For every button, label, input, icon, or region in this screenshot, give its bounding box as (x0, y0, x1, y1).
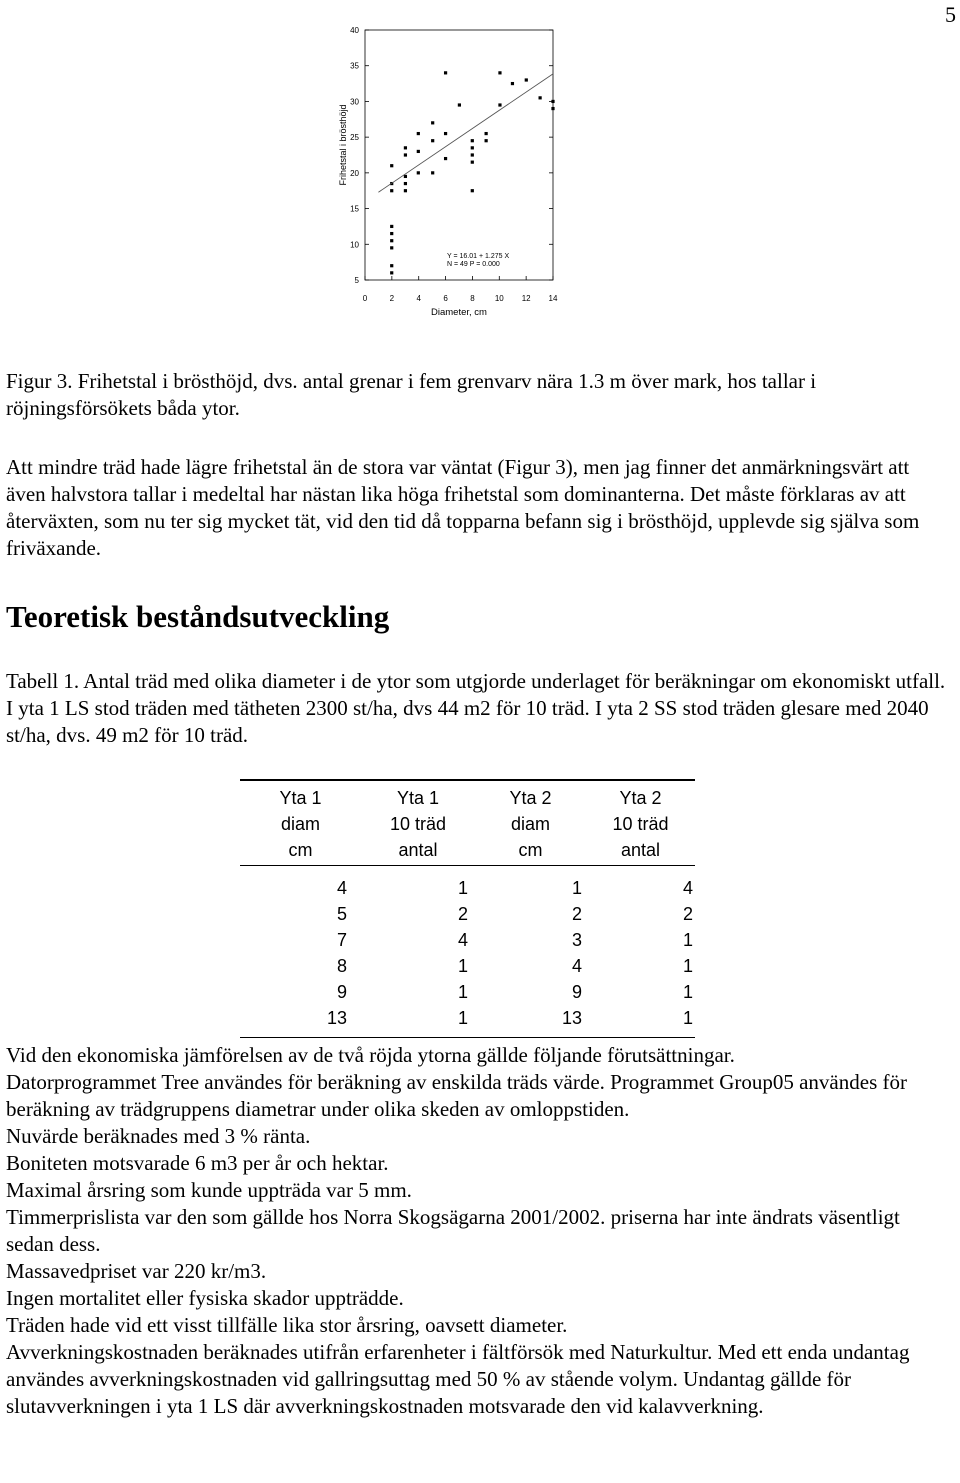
body-paragraph: Att mindre träd hade lägre frihetstal än de stora var väntat (Figur 3), men jag finner det anmärkningsvärt att även halvstora tallar i medeltal har nästan lika höga frihetstal som dominanterna. Det måste förklaras av att återväxten, som nu ter sig mycket tät, vid den tid då topparna befann sig i brösthöjd, upplevde sig själva som friväxande. (6, 455, 920, 560)
assumptions-list (6, 1042, 951, 1420)
table-header-row (240, 780, 695, 811)
data-point (417, 150, 420, 153)
table-cell: 8 (336, 956, 347, 976)
data-point (431, 121, 434, 124)
data-point (485, 132, 488, 135)
table-header-cell: 10 träd (612, 814, 669, 834)
data-point (458, 103, 461, 106)
data-point (390, 225, 393, 228)
table-cell: 4 (336, 878, 347, 898)
data-point (551, 107, 554, 110)
data-point (390, 164, 393, 167)
table-row (240, 979, 695, 1005)
data-point (498, 103, 501, 106)
y-tick-label: 15 (350, 204, 359, 214)
table-cell: 1 (457, 982, 468, 1002)
x-axis-label: Diameter, cm (431, 307, 487, 318)
data-points (390, 71, 554, 274)
data-point (471, 146, 474, 149)
scatter-chart (330, 14, 570, 326)
table-header-row (240, 811, 695, 837)
table-cell: 3 (571, 930, 582, 950)
list-item: Datorprogrammet Tree användes för beräkning av enskilda träds värde. Programmet Group05 användes för beräkning av trädgruppens diametrar under olika skeden av omloppstiden. (6, 1070, 907, 1121)
list-item: Massavedpriset var 220 kr/m3. (6, 1259, 267, 1283)
list-item: Ingen mortalitet eller fysiska skador uppträdde. (6, 1286, 404, 1310)
table-row (240, 953, 695, 979)
data-point (471, 139, 474, 142)
figure-caption: Figur 3. Frihetstal i brösthöjd, dvs. antal grenar i fem grenvarv nära 1.3 m över mark, hos tallar i röjningsförsökets båda ytor. (6, 369, 817, 420)
data-point (431, 171, 434, 174)
data-point (471, 153, 474, 156)
table-header-cell: Yta 1 (240, 780, 361, 811)
data-point (404, 153, 407, 156)
y-tick-label: 35 (350, 61, 359, 71)
table-cell: 4 (682, 878, 693, 898)
y-axis-label: Frihetstal i brösthöjd (338, 104, 348, 186)
y-tick-label: 20 (350, 168, 359, 178)
data-point (471, 161, 474, 164)
data-point (431, 139, 434, 142)
x-tick-label: 2 (389, 294, 395, 303)
table-cell: 1 (682, 930, 693, 950)
list-item: Träden hade vid ett visst tillfälle lika stor årsring, oavsett diameter. (6, 1313, 568, 1337)
data-point (498, 71, 501, 74)
data-point (485, 139, 488, 142)
data-point (404, 175, 407, 178)
table-row (240, 901, 695, 927)
data-point (539, 96, 542, 99)
table-cell: 1 (457, 878, 468, 898)
table-cell: 5 (336, 904, 347, 924)
regression-line-group (378, 74, 553, 192)
x-tick-label: 4 (416, 294, 421, 303)
y-tick-label: 25 (350, 133, 359, 143)
table-cell: 13 (475, 1005, 586, 1038)
data-point (525, 78, 528, 81)
regression-line (378, 74, 553, 192)
table-cell: 1 (361, 1005, 475, 1038)
page-number: 5 (945, 2, 956, 27)
table-cell: 1 (571, 878, 582, 898)
axis-labels (338, 104, 509, 318)
list-item: Nuvärde beräknades med 3 % ränta. (6, 1124, 311, 1148)
y-tick-label: 5 (354, 276, 359, 285)
plot-frame (365, 30, 553, 280)
data-point (390, 271, 393, 274)
table-header-cell: diam (510, 814, 550, 834)
table-cell: 13 (240, 1005, 361, 1038)
data-point (551, 100, 554, 103)
x-tick-label: 12 (521, 294, 531, 303)
x-tick-label: 10 (494, 294, 504, 303)
table-header-cell: Yta 2 (586, 780, 695, 811)
data-point (390, 232, 393, 235)
diameter-table (240, 779, 695, 1038)
x-tick-label: 8 (470, 294, 475, 303)
data-point (471, 189, 474, 192)
data-point (417, 171, 420, 174)
table-header-cell: Yta 1 (361, 780, 475, 811)
section-heading: Teoretisk beståndsutveckling (6, 599, 390, 634)
table-header-cell: Yta 2 (475, 780, 586, 811)
table-cell: 4 (457, 930, 468, 950)
table-header-cell: diam (280, 814, 320, 834)
table-header-cell: cm (240, 837, 361, 866)
data-point (444, 157, 447, 160)
regression-annotation: Y = 16.01 + 1.275 X (447, 253, 510, 260)
table-cell: 2 (571, 904, 582, 924)
data-point (404, 189, 407, 192)
scatter-plot-svg (330, 14, 570, 326)
data-point (444, 71, 447, 74)
table-row (240, 1005, 695, 1038)
axes (365, 30, 553, 280)
table-cell: 1 (586, 1005, 695, 1038)
list-item: Vid den ekonomiska jämförelsen av de två röjda ytorna gällde följande förutsättningar. (6, 1043, 735, 1067)
list-item: Boniteten motsvarade 6 m3 per år och hektar. (6, 1151, 389, 1175)
table-cell: 1 (457, 956, 468, 976)
table-caption: Tabell 1. Antal träd med olika diameter i de ytor som utgjorde underlaget för beräkningar om ekonomiskt utfall. I yta 1 LS stod träden med tätheten 2300 st/ha, dvs 44 m2 för 10 träd. I yta 2 SS stod träden glesare med 2040 st/ha, dvs. 49 m2 för 10 träd. (6, 669, 946, 747)
table-header-cell: antal (361, 837, 475, 866)
data-point (511, 82, 514, 85)
y-tick-label: 10 (350, 240, 359, 250)
table-cell: 2 (457, 904, 468, 924)
table-cell: 7 (336, 930, 347, 950)
y-tick-label: 30 (350, 97, 359, 107)
table-cell: 4 (571, 956, 582, 976)
data-point (390, 189, 393, 192)
table-cell: 9 (336, 982, 347, 1002)
data-point (404, 182, 407, 185)
y-tick-label: 40 (350, 26, 359, 35)
table-header-cell: cm (475, 837, 586, 866)
x-tick-label: 6 (443, 294, 448, 303)
table-header-row (240, 837, 695, 866)
x-tick-label: 14 (548, 294, 558, 303)
table-cell: 9 (571, 982, 582, 1002)
regression-annotation: N = 49 P = 0.000 (447, 261, 500, 268)
table-cell: 1 (682, 956, 693, 976)
data-point (444, 132, 447, 135)
list-item: Maximal årsring som kunde uppträda var 5 mm. (6, 1178, 412, 1202)
data-point (404, 146, 407, 149)
list-item: Timmerprislista var den som gällde hos Norra Skogsägarna 2001/2002. priserna har inte ändrats väsentligt sedan dess. (6, 1205, 900, 1256)
table-row (240, 927, 695, 953)
x-tick-label: 0 (362, 294, 368, 303)
data-point (417, 132, 420, 135)
data-point (390, 264, 393, 267)
table-row (240, 866, 695, 902)
data-point (390, 246, 393, 249)
table-header-cell: 10 träd (389, 814, 447, 834)
table-header-cell: antal (586, 837, 695, 866)
list-item: Avverkningskostnaden beräknades utifrån erfarenheter i fältförsök med Naturkultur. Med ett enda undantag användes avverkningskostnaden vid gallringsuttag med 50 % av stående volym. Undantag gällde för slutavverkningen i yta 1 LS där avverkningskostnaden motsvarade den vid kalavverkning. (6, 1340, 910, 1418)
table-cell: 2 (682, 904, 693, 924)
data-point (390, 239, 393, 242)
table-cell: 1 (682, 982, 693, 1002)
